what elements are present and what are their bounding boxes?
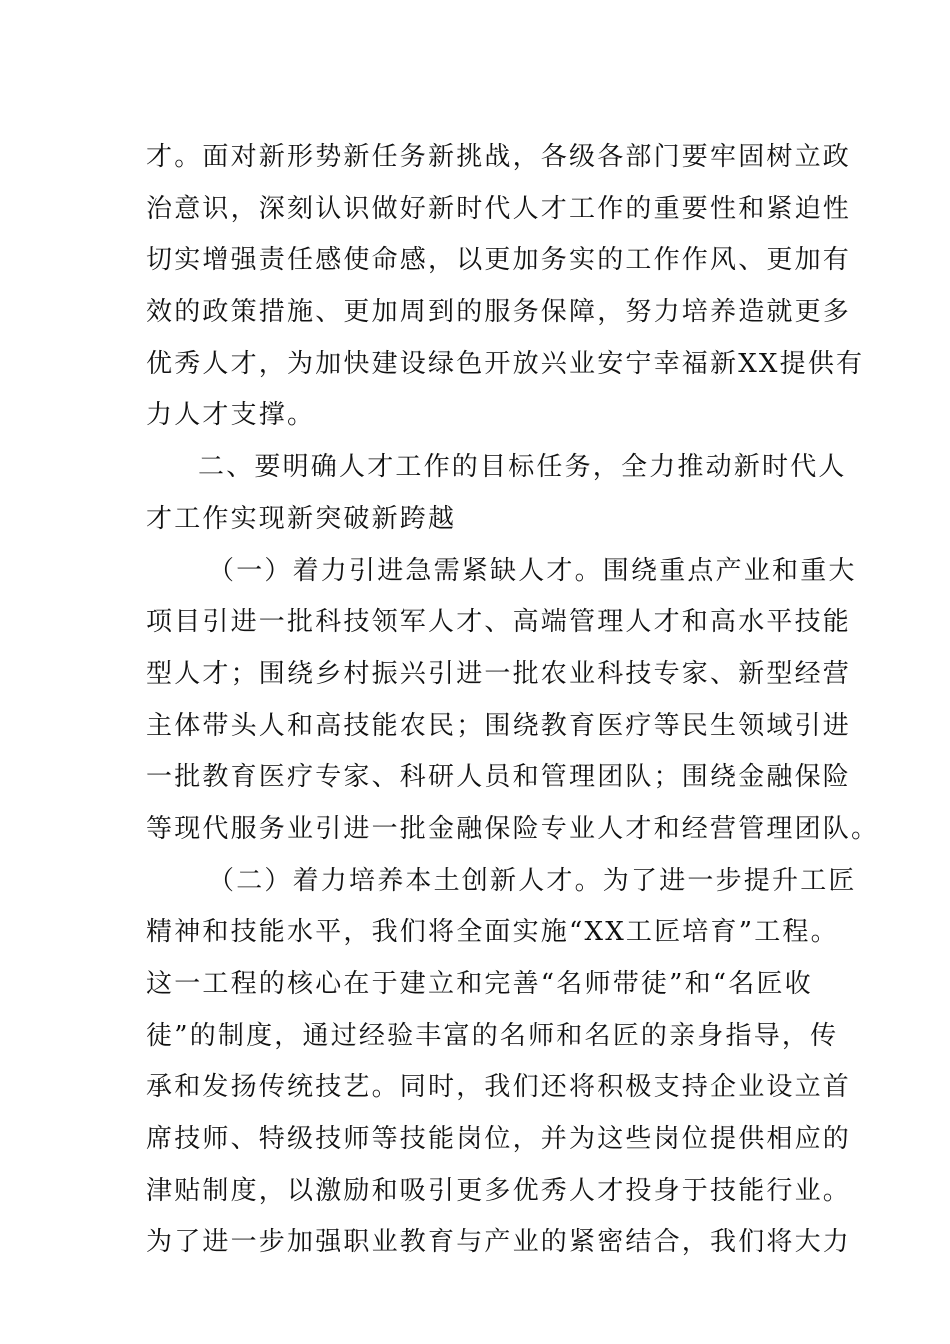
text-line: 优秀人才，为加快建设绿色开放兴业安宁幸福新XX提供有 <box>146 348 865 379</box>
text-line: 主体带头人和高技能农民；围绕教育医疗等民生领域引进 <box>146 710 852 741</box>
text-line: 力人才支撑。 <box>146 400 316 431</box>
text-line: 效的政策措施、更加周到的服务保障，努力培养造就更多 <box>146 297 852 328</box>
section-heading-line: 二、要明确人才工作的目标任务，全力推动新时代人 <box>198 452 847 483</box>
subsection-line: （二）着力培养本土创新人才。为了进一步提升工匠 <box>208 865 857 896</box>
text-line: 项目引进一批科技领军人才、高端管理人才和高水平技能 <box>146 607 852 638</box>
text-line: 才。面对新形势新任务新挑战，各级各部门要牢固树立政 <box>146 142 852 172</box>
text-line: 精神和技能水平，我们将全面实施“XX工匠培育”工程。 <box>146 917 839 948</box>
body-text <box>146 132 880 1269</box>
text-line: 等现代服务业引进一批金融保险专业人才和经营管理团队。 <box>146 813 880 844</box>
text-line: 切实增强责任感使命感，以更加务实的工作作风、更加有 <box>146 245 852 276</box>
text-line: 津贴制度，以激励和吸引更多优秀人才投身于技能行业。 <box>146 1175 852 1206</box>
text-line: 席技师、特级技师等技能岗位，并为这些岗位提供相应的 <box>146 1124 852 1155</box>
text-line: 治意识，深刻认识做好新时代人才工作的重要性和紧迫性 <box>146 193 852 224</box>
text-line: 这一工程的核心在于建立和完善“名师带徒”和“名匠收 <box>146 969 813 999</box>
text-line: 型人才；围绕乡村振兴引进一批农业科技专家、新型经营 <box>146 658 852 689</box>
text-line: 徒”的制度，通过经验丰富的名师和名匠的亲身指导，传 <box>146 1020 839 1051</box>
subsection-line: （一）着力引进急需紧缺人才。围绕重点产业和重大 <box>208 555 857 586</box>
text-line: 承和发扬传统技艺。同时，我们还将积极支持企业设立首 <box>146 1072 852 1103</box>
section-heading-line: 才工作实现新突破新跨越 <box>146 503 457 534</box>
text-line: 一批教育医疗专家、科研人员和管理团队；围绕金融保险 <box>146 762 852 793</box>
text-line: 为了进一步加强职业教育与产业的紧密结合，我们将大力 <box>146 1227 852 1258</box>
